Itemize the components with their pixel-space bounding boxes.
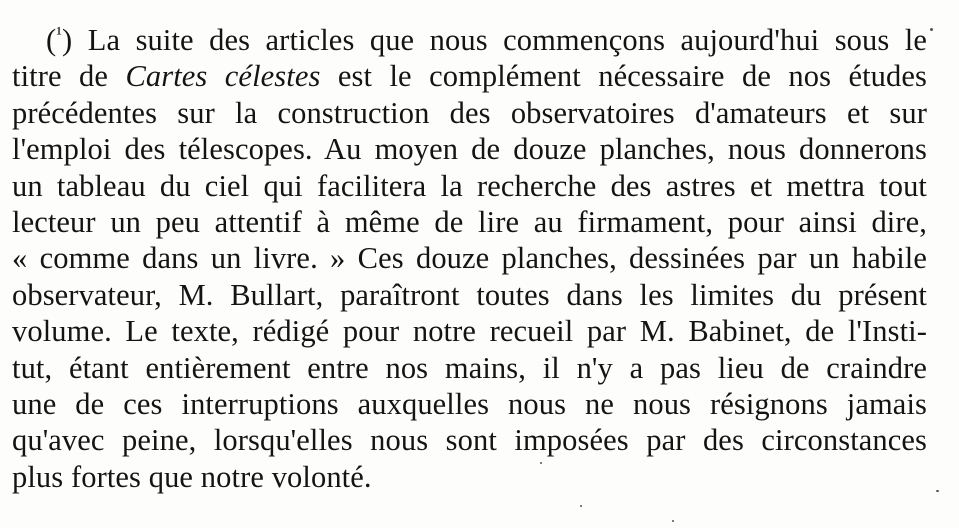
footnote-line: précédentes sur la construction des observatoires d'amateurs et sur <box>12 95 927 130</box>
footnote-marker: ($^{^1}$) <box>46 23 73 57</box>
scan-speck <box>936 490 939 492</box>
footnote-line: une de ces interruptions auxquelles nous ne nous résignons jamais <box>12 386 927 421</box>
footnote-line: lecteur un peu attentif à même de lire au firmament, pour ainsi dire, <box>12 204 927 239</box>
footnote-line: ($^{^1}$) La suite des articles que nous commençons aujourd'hui sous le <box>46 23 927 57</box>
footnote-line: l'emploi des télescopes. Au moyen de douze planches, nous donnerons <box>12 132 927 167</box>
scan-speck <box>672 520 674 522</box>
footnote-line: un tableau du ciel qui facilitera la recherche des astres et mettra tout <box>12 168 927 203</box>
scan-speck <box>580 505 582 507</box>
footnote-line: observateur, M. Bullart, paraîtront toutes dans les limites du présent <box>12 277 927 312</box>
footnote-paragraph <box>12 22 927 495</box>
footnote-line: titre de Cartes célestes est le complément nécessaire de nos études <box>12 59 927 94</box>
italic-title: Cartes célestes <box>125 59 321 94</box>
footnote-line: plus fortes que notre volonté. <box>12 459 372 494</box>
footnote-line: tut, étant entièrement entre nos mains, il n'y a pas lieu de craindre <box>12 350 927 385</box>
scan-speck <box>930 28 933 31</box>
footnote-line: volume. Le texte, rédigé pour notre recueil par M. Babinet, de l'Insti- <box>12 314 927 349</box>
footnote-line: qu'avec peine, lorsqu'elles nous sont imposées par des circonstances <box>12 423 927 458</box>
scan-speck <box>540 462 542 464</box>
footnote-line: « comme dans un livre. » Ces douze planches, dessinées par un habile <box>12 241 927 276</box>
